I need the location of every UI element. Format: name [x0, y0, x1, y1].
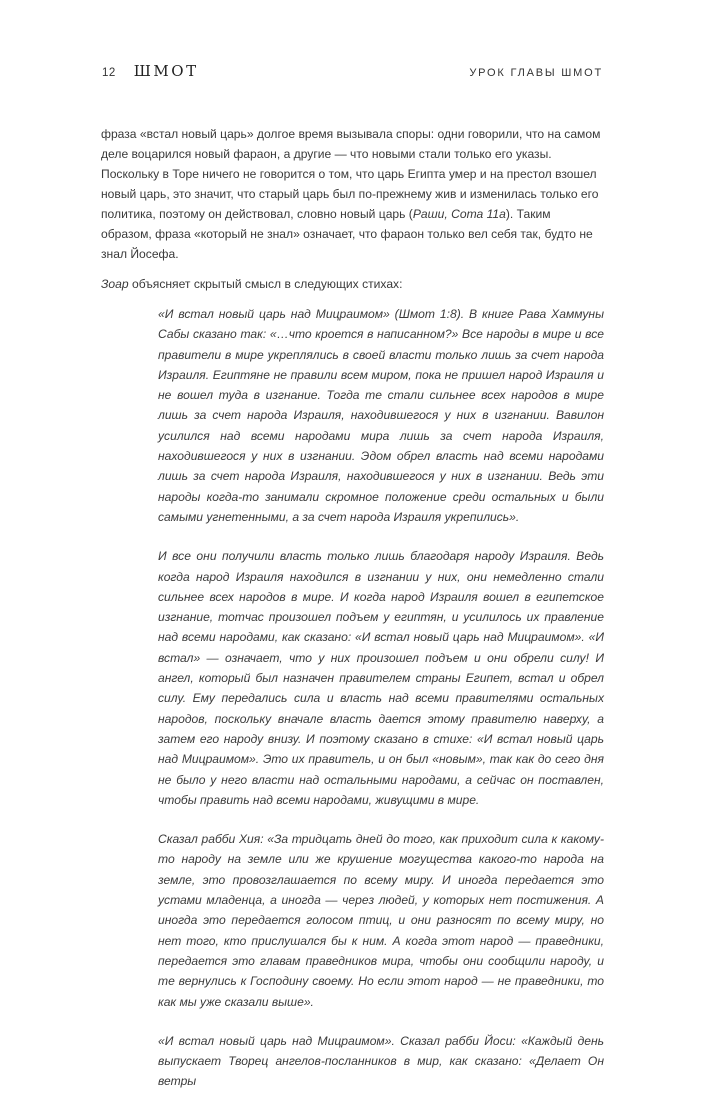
running-header: [102, 62, 603, 80]
quote-paragraph: «И встал новый царь над Мицраимом» (Шмот 1:8). В книге Рава Хаммуны Сабы сказано так: «…что кроется в написанном?» Все народы в мире и все правители в мире укреплялись в своей власти только лишь за счет народа Израиля. Египтяне не правили всем миром, пока не пришел народ Израиля и не вошел туда в изгнание. Тогда те стали сильнее всех народов в мире лишь за счет народа Израиля, находившегося у них в изгнании. Вавилон усилился над всеми народами мира лишь за счет народа Израиля, находившегося у них в изгнании. Эдом обрел власть над всеми народами лишь за счет народа Израиля, находившегося у них в изгнании. Ведь эти народы когда-то занимали скромное положение среди остальных и были самыми угнетенными, а за счет народа Израиля укрепились».: [158, 307, 604, 524]
page-body: [101, 124, 604, 1111]
lead-source: Зоар: [101, 277, 129, 291]
quote-paragraph: «И встал новый царь над Мицраимом». Сказал рабби Йоси: «Каждый день выпускает Творец ангелов-посланников в мир, как сказано: «Делает Он ветры: [158, 1033, 604, 1089]
intro-paragraph: [101, 124, 604, 264]
lead-text: объясняет скрытый смысл в следующих стихах:: [128, 277, 403, 291]
quote-paragraph: И все они получили власть только лишь благодаря народу Израиля. Ведь когда народ Израиля находился в изгнании у них, они немедленно стали сильнее всех народов в мире. И когда народ Израиля вошел в египетское изгнание, тотчас произошел подъем у египтян, и усилилось их правление над всеми народами, как сказано: «И встал новый царь над Мицраимом». «И встал» — означает, что у них произошел подъем и они обрели силу! И ангел, который был назначен правителем страны Египет, встал и обрел силу. Ему передались сила и власть над всеми правителями остальных народов, поскольку вначале власть дается этому правителю наверху, а затем его народу внизу. И поэтому сказано в стихе: «И встал новый царь над Мицраимом». Это их правитель, и он был «новым», так как до сего дня не было у него власти над остальными народами, а сейчас он поставлен, чтобы править над всеми народами, живущими в мире.: [158, 549, 604, 807]
page-number: 12: [102, 67, 116, 79]
intro-text-part1: фраза «встал новый царь» долгое время вызывала споры: одни говорили, что на самом деле воцарился новый фараон, а другие — что новыми стали только его указы. Поскольку в Торе ничего не говорится о том, что царь Египта умер и на престол взошел новый царь, это значит, что старый царь был по-прежнему жив и изменилась только его политика, поэтому он действовал, словно новый царь (: [101, 127, 601, 221]
quote-paragraph: Сказал рабби Хия: «За тридцать дней до того, как приходит сила к какому-то народу на земле или же крушение могущества какого-то народа на земле, это провозглашается по всему миру. И иногда передается это устами младенца, а иногда — через людей, у которых нет постижения. А иногда это передается голосом птиц, и они разносят по всему миру, но нет того, кто прислушался бы к ним. А когда этот народ — праведники, передается это главам праведников мира, чтобы они сообщили народу, и те вернулись к Господину своему. Но если этот народ — не праведники, то как мы уже сказали выше».: [158, 832, 604, 1009]
intro-citation: Раши, Сота 11а: [412, 207, 506, 221]
zohar-quote-block: [158, 304, 604, 1092]
book-title: ШМОТ: [133, 62, 199, 80]
intro-text-part2: ). Таким образом, фраза «который не знал» означает, что фараон только вел себя так, будто не знал Йосефа.: [101, 207, 593, 261]
chapter-title: УРОК ГЛАВЫ ШМОТ: [469, 67, 603, 79]
header-left: [102, 62, 199, 80]
lead-paragraph: [101, 274, 604, 294]
